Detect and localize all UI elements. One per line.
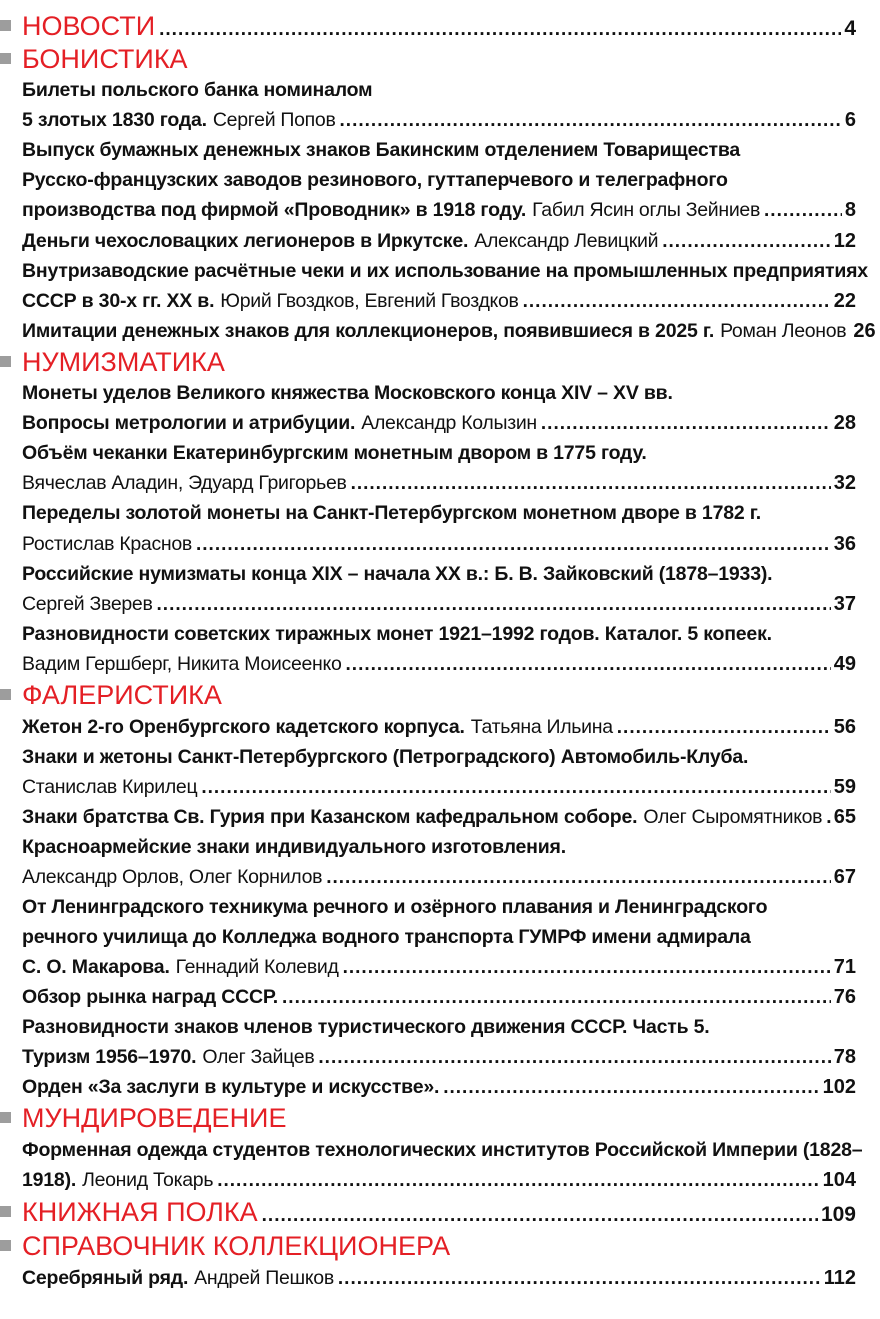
article-author: Татьяна Ильина	[470, 716, 613, 738]
dot-leader	[196, 530, 831, 560]
section-collector-guide[interactable]	[0, 1229, 880, 1263]
article-author: Сергей Зверев	[22, 593, 153, 615]
section-title: СПРАВОЧНИК КОЛЛЕКЦИОНЕРА	[22, 1231, 451, 1261]
toc-entry[interactable]	[0, 982, 880, 1012]
section-marker-icon	[0, 689, 11, 700]
article-title: Обзор рынка наград СССР.	[22, 986, 279, 1008]
section-title: МУНДИРОВЕДЕНИЕ	[22, 1103, 287, 1133]
section-bookshelf[interactable]	[0, 1195, 880, 1229]
toc-entry[interactable]	[0, 316, 880, 346]
article-author: Олег Зайцев	[202, 1046, 315, 1068]
toc-entry[interactable]	[0, 498, 880, 528]
article-author: Юрий Гвоздков, Евгений Гвоздков	[220, 290, 519, 312]
page-number: 8	[844, 199, 856, 221]
toc-entry[interactable]	[0, 802, 880, 832]
dot-leader	[351, 469, 831, 499]
toc-entry[interactable]	[0, 832, 880, 862]
section-numismatics[interactable]	[0, 345, 880, 379]
section-marker-icon	[0, 356, 11, 367]
dot-leader	[617, 713, 831, 743]
page-number: 71	[833, 956, 856, 978]
page-number: 67	[833, 866, 856, 888]
article-title: 1918).	[22, 1169, 77, 1191]
dot-leader	[262, 1199, 818, 1233]
page-number: 59	[833, 776, 856, 798]
toc-entry[interactable]	[0, 589, 880, 619]
article-author: Александр Левицкий	[474, 230, 659, 252]
page-number: 112	[823, 1267, 856, 1289]
section-faleristics[interactable]	[0, 678, 880, 712]
toc-entry[interactable]	[0, 378, 880, 408]
section-title: НУМИЗМАТИКА	[22, 347, 225, 377]
toc-entry[interactable]	[0, 742, 880, 772]
section-title: НОВОСТИ	[22, 11, 156, 41]
section-title: КНИЖНАЯ ПОЛКА	[22, 1197, 258, 1227]
toc-entry[interactable]	[0, 226, 880, 256]
page-number: 22	[833, 290, 856, 312]
section-marker-icon	[0, 20, 11, 31]
article-author: Роман Леонов	[720, 320, 847, 342]
article-title: Переделы золотой монеты на Санкт-Петербургском монетном дворе в 1782 г.	[22, 502, 761, 524]
page-number: 49	[833, 653, 856, 675]
toc-entry[interactable]	[0, 135, 880, 165]
toc-entry[interactable]	[0, 408, 880, 438]
page-number: 56	[833, 716, 856, 738]
article-title: Выпуск бумажных денежных знаков Бакинским отделением Товарищества	[22, 139, 741, 161]
dot-leader	[346, 650, 831, 680]
toc-entry[interactable]	[0, 75, 880, 105]
article-title: От Ленинградского техникума речного и озёрного плавания и Ленинградского	[22, 896, 768, 918]
article-title: Красноармейские знаки индивидуального изготовления.	[22, 836, 566, 858]
toc-entry[interactable]	[0, 922, 880, 952]
dot-leader	[443, 1073, 819, 1103]
page-number: 76	[833, 986, 856, 1008]
section-marker-icon	[0, 53, 11, 64]
article-title: СССР в 30-х гг. XX в.	[22, 290, 215, 312]
toc-entry[interactable]	[0, 165, 880, 195]
toc-entry[interactable]	[0, 1165, 880, 1195]
page-number: 102	[822, 1076, 856, 1098]
section-marker-icon	[0, 1240, 11, 1251]
dot-leader	[541, 409, 831, 439]
article-title: Вопросы метрологии и атрибуции.	[22, 412, 356, 434]
article-author: Андрей Пешков	[194, 1267, 334, 1289]
article-author: Александр Орлов, Олег Корнилов	[22, 866, 323, 888]
toc-entry[interactable]	[0, 529, 880, 559]
article-title: Внутризаводские расчётные чеки и их использование на промышленных предприятиях	[22, 260, 868, 282]
section-title: БОНИСТИКА	[22, 44, 188, 74]
page-number: 37	[833, 593, 856, 615]
article-author: Олег Сыромятников	[643, 806, 823, 828]
article-author: Ростислав Краснов	[22, 533, 192, 555]
article-author: Габил Ясин оглы Зейниев	[532, 199, 761, 221]
toc-entry[interactable]	[0, 559, 880, 589]
dot-leader	[217, 1166, 819, 1196]
dot-leader	[318, 1043, 830, 1073]
article-title: Объём чеканки Екатеринбургским монетным двором в 1775 году.	[22, 442, 647, 464]
toc-entry[interactable]	[0, 105, 880, 135]
dot-leader	[157, 590, 831, 620]
article-title: С. О. Макарова.	[22, 956, 170, 978]
article-title: Российские нумизматы конца XIX – начала XX в.: Б. В. Зайковский (1878–1933).	[22, 563, 773, 585]
dot-leader	[826, 803, 831, 833]
toc-entry[interactable]	[0, 1042, 880, 1072]
article-title: речного училища до Колледжа водного транспорта ГУМРФ имени адмирала	[22, 926, 751, 948]
toc-entry[interactable]	[0, 286, 880, 316]
toc-entry[interactable]	[0, 649, 880, 679]
page-number: 109	[820, 1203, 856, 1226]
dot-leader	[523, 287, 831, 317]
article-title: Монеты уделов Великого княжества Московского конца XIV – XV вв.	[22, 382, 673, 404]
section-news[interactable]	[0, 9, 880, 43]
toc-entry[interactable]	[0, 1263, 880, 1293]
dot-leader	[343, 953, 831, 983]
section-title: ФАЛЕРИСТИКА	[22, 680, 222, 710]
article-title: Туризм 1956–1970.	[22, 1046, 197, 1068]
article-author: Вадим Гершберг, Никита Моисеенко	[22, 653, 342, 675]
page-number: 6	[844, 109, 856, 131]
page-number: 78	[833, 1046, 856, 1068]
article-title: Орден «За заслуги в культуре и искусстве».	[22, 1076, 440, 1098]
article-author: Александр Колызин	[361, 412, 537, 434]
toc-entry[interactable]	[0, 952, 880, 982]
dot-leader	[326, 863, 831, 893]
section-marker-icon	[0, 1206, 11, 1217]
article-author: Леонид Токарь	[82, 1169, 214, 1191]
section-bonistics[interactable]	[0, 42, 880, 76]
toc-entry[interactable]	[0, 862, 880, 892]
toc-entry[interactable]	[0, 438, 880, 468]
page-number: 36	[833, 533, 856, 555]
article-title: Разновидности советских тиражных монет 1921–1992 годов. Каталог. 5 копеек.	[22, 623, 772, 645]
toc-entry[interactable]	[0, 1072, 880, 1102]
page-number: 104	[822, 1169, 856, 1191]
dot-leader	[282, 983, 831, 1013]
toc-entry[interactable]	[0, 1012, 880, 1042]
toc-entry[interactable]	[0, 256, 880, 286]
article-author: Геннадий Колевид	[175, 956, 339, 978]
page-number: 12	[833, 230, 856, 252]
dot-leader	[764, 196, 842, 226]
article-title: Знаки братства Св. Гурия при Казанском кафедральном соборе.	[22, 806, 638, 828]
page-number: 26	[853, 320, 876, 342]
toc-entry[interactable]	[0, 468, 880, 498]
article-title: производства под фирмой «Проводник» в 1918 году.	[22, 199, 527, 221]
article-title: Форменная одежда студентов технологических институтов Российской Империи (1828–	[22, 1139, 863, 1161]
dot-leader	[338, 1264, 821, 1294]
dot-leader	[340, 106, 842, 136]
dot-leader	[201, 773, 830, 803]
toc-entry[interactable]	[0, 772, 880, 802]
page-number: 4	[844, 17, 856, 40]
article-title: Разновидности знаков членов туристического движения СССР. Часть 5.	[22, 1016, 710, 1038]
page-number: 28	[833, 412, 856, 434]
article-title: Русско-французских заводов резинового, гуттаперчевого и телеграфного	[22, 169, 728, 191]
toc-entry[interactable]	[0, 195, 880, 225]
article-title: Имитации денежных знаков для коллекционеров, появившиеся в 2025 г.	[22, 320, 715, 342]
article-author: Вячеслав Аладин, Эдуард Григорьев	[22, 472, 347, 494]
article-title: 5 злотых 1830 года.	[22, 109, 207, 131]
article-title: Знаки и жетоны Санкт-Петербургского (Петроградского) Автомобиль-Клуба.	[22, 746, 749, 768]
article-title: Жетон 2-го Оренбургского кадетского корпуса.	[22, 716, 465, 738]
toc-entry[interactable]	[0, 712, 880, 742]
toc-entry[interactable]	[0, 1135, 880, 1165]
article-title: Серебряный ряд.	[22, 1267, 189, 1289]
section-uniforms[interactable]	[0, 1101, 880, 1135]
article-author: Сергей Попов	[212, 109, 336, 131]
toc-entry[interactable]	[0, 892, 880, 922]
section-marker-icon	[0, 1112, 11, 1123]
article-author: Станислав Кирилец	[22, 776, 198, 798]
page-number: 32	[833, 472, 856, 494]
dot-leader	[662, 227, 831, 257]
article-title: Деньги чехословацких легионеров в Иркутске.	[22, 230, 469, 252]
page-number: 65	[833, 806, 856, 828]
toc-entry[interactable]	[0, 619, 880, 649]
article-title: Билеты польского банка номиналом	[22, 79, 373, 101]
